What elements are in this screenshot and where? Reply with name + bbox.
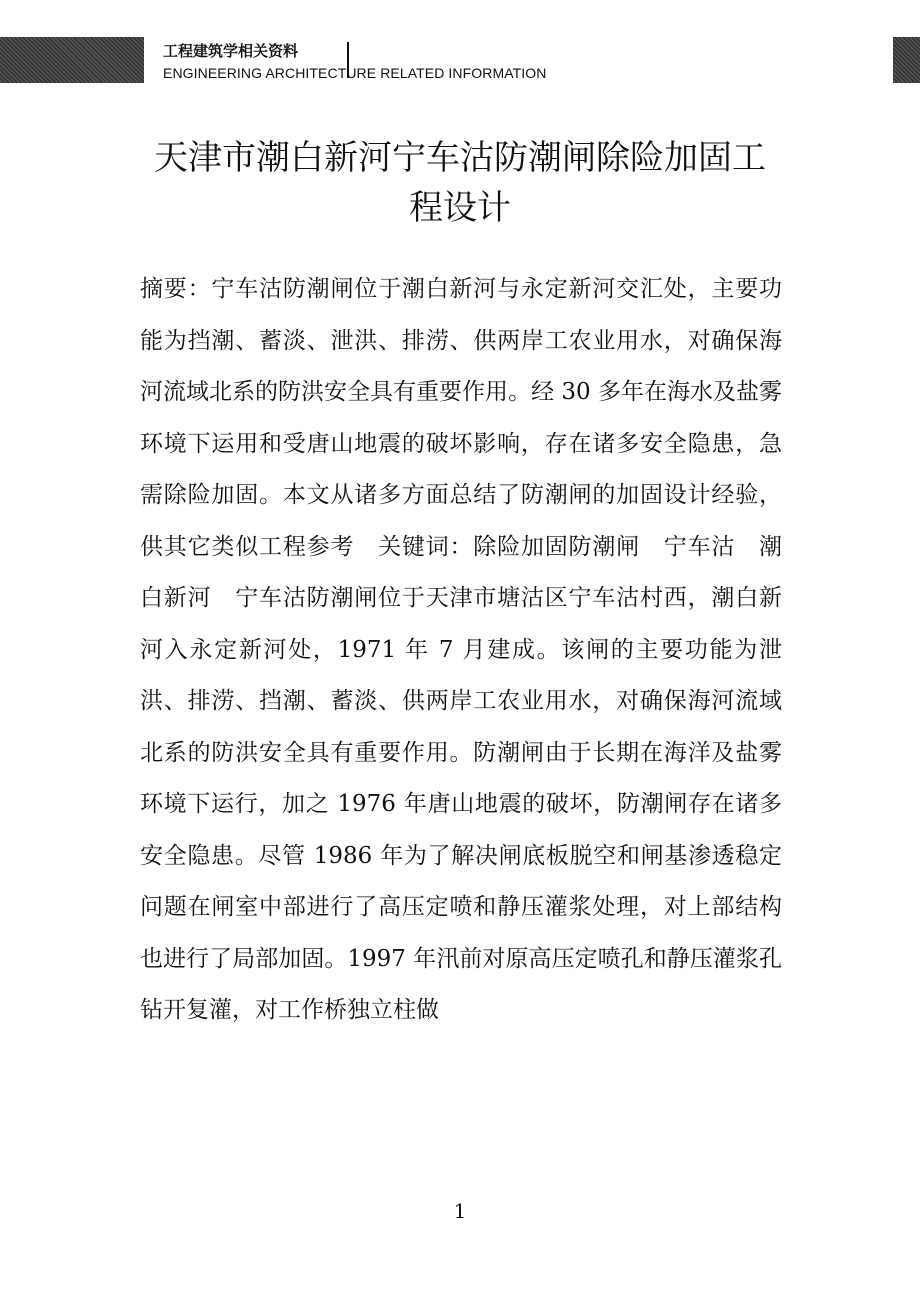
page-number: 1 xyxy=(453,1199,467,1223)
header-decoration-left xyxy=(0,37,144,83)
header-title-en: ENGINEERING ARCHITECTURE RELATED INFORMATION xyxy=(163,65,547,81)
header-title-cn: 工程建筑学相关资料 xyxy=(163,42,299,60)
document-body: 摘要：宁车沽防潮闸位于潮白新河与永定新河交汇处，主要功能为挡潮、蓄淡、泄洪、排涝、供两岸工农业用水，对确保海河流域北系的防洪安全具有重要作用。经 30 多年在海水及盐雾环境下运用和受唐山地震的破坏影响，存在诸多安全隐患，急需除险加固。本文从诸多方面总结了防潮闸的加固设计经验，供其它类似工程参考 关键词：除险加固防潮闸 宁车沽 潮白新河 宁车沽防潮闸位于天津市塘沽区宁车沽村西，潮白新河入永定新河处，1971 年 7 月建成。该闸的主要功能为泄洪、排涝、挡潮、蓄淡、供两岸工农业用水，对确保海河流域北系的防洪安全具有重要作用。防潮闸由于长期在海洋及盐雾环境下运行，加之 1976 年唐山地震的破坏，防潮闸存在诸多安全隐患。尽管 1986 年为了解决闸底板脱空和闸基渗透稳定问题在闸室中部进行了高压定喷和静压灌浆处理，对上部结构也进行了局部加固。1997 年汛前对原高压定喷孔和静压灌浆孔钻开复灌，对工作桥独立柱做 xyxy=(140,276,782,1023)
header-decoration-right xyxy=(893,37,920,83)
document-title: 天津市潮白新河宁车沽防潮闸除险加固工程设计 xyxy=(154,138,766,228)
